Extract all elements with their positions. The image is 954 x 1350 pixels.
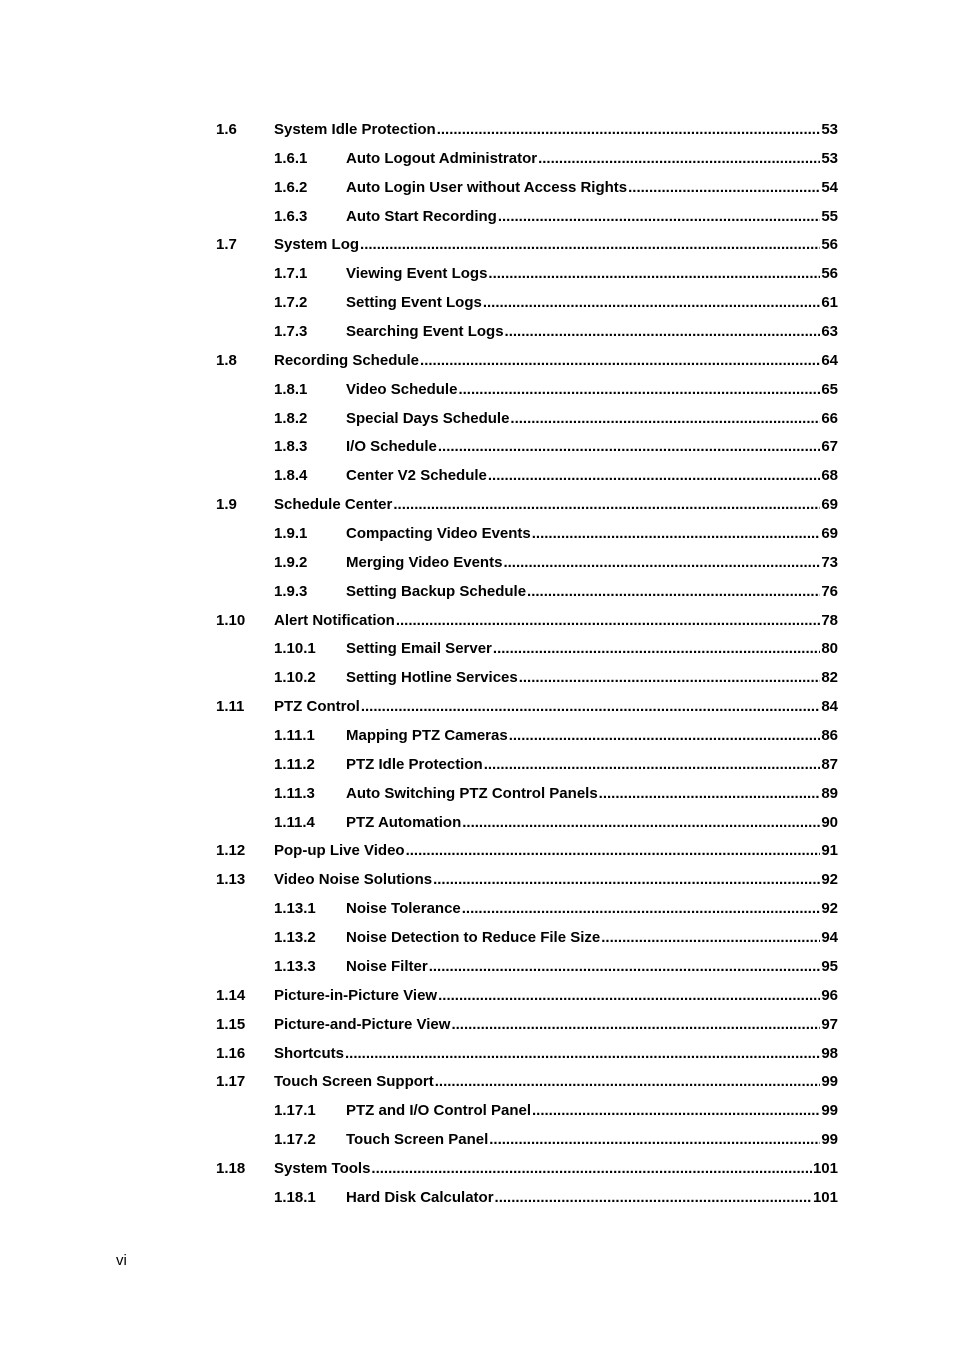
toc-entry[interactable] bbox=[0, 782, 954, 811]
toc-entry[interactable] bbox=[0, 695, 954, 724]
toc-entry[interactable] bbox=[0, 147, 954, 176]
dot-leader bbox=[433, 871, 820, 889]
toc-entry-line[interactable] bbox=[346, 265, 838, 283]
toc-entry-line[interactable] bbox=[346, 785, 838, 803]
dot-leader bbox=[498, 208, 820, 226]
toc-entry-title[interactable]: PTZ Control bbox=[274, 698, 360, 716]
toc-entry-number: 1.11.1 bbox=[274, 727, 315, 745]
toc-entry-number: 1.6.1 bbox=[274, 149, 308, 167]
toc-entry-title[interactable]: Auto Logout Administrator bbox=[346, 149, 538, 167]
toc-entry-title[interactable]: Shortcuts bbox=[274, 1044, 345, 1062]
toc-entry[interactable] bbox=[0, 378, 954, 407]
toc-entry-page[interactable]: 89 bbox=[821, 784, 838, 802]
toc-entry[interactable] bbox=[0, 839, 954, 868]
toc-entry-page[interactable]: 97 bbox=[821, 1015, 838, 1033]
toc-entry-number: 1.6 bbox=[216, 121, 237, 138]
toc-entry[interactable] bbox=[0, 1099, 954, 1128]
toc-entry-line[interactable] bbox=[346, 814, 838, 832]
toc-entry[interactable] bbox=[0, 868, 954, 897]
toc-entry-line[interactable] bbox=[346, 467, 838, 485]
toc-entry-line[interactable] bbox=[346, 438, 838, 456]
toc-entry-page[interactable]: 73 bbox=[821, 553, 838, 571]
toc-entry-page[interactable]: 80 bbox=[821, 640, 838, 658]
dot-leader bbox=[489, 1131, 820, 1149]
toc-entry-page[interactable]: 98 bbox=[821, 1044, 838, 1062]
toc-entry-line[interactable] bbox=[346, 1131, 838, 1149]
toc-entry-number: 1.11.2 bbox=[274, 755, 315, 773]
dot-leader bbox=[462, 900, 821, 918]
dot-leader bbox=[420, 352, 820, 370]
dot-leader bbox=[483, 294, 820, 312]
toc-entry-title[interactable]: Compacting Video Events bbox=[346, 525, 531, 543]
toc-entry[interactable] bbox=[0, 493, 954, 522]
toc-entry-page[interactable]: 69 bbox=[821, 525, 838, 543]
toc-entry-page[interactable]: 92 bbox=[821, 871, 838, 889]
toc-entry-line[interactable] bbox=[346, 929, 838, 947]
toc-entry-line[interactable] bbox=[274, 871, 838, 889]
toc-entry-title[interactable]: System Idle Protection bbox=[274, 121, 436, 138]
dot-leader bbox=[371, 1160, 812, 1178]
toc-entry-number: 1.7 bbox=[216, 236, 237, 254]
toc-entry-number: 1.7.1 bbox=[274, 265, 308, 283]
dot-leader bbox=[406, 842, 821, 860]
toc-entry-line[interactable] bbox=[346, 583, 838, 601]
toc-entry-title[interactable]: Setting Event Logs bbox=[346, 294, 482, 312]
toc-entry[interactable] bbox=[0, 955, 954, 984]
table-of-contents bbox=[0, 118, 954, 1215]
toc-entry-line[interactable] bbox=[346, 727, 838, 745]
toc-entry-line[interactable] bbox=[346, 150, 838, 168]
toc-entry-number: 1.14 bbox=[216, 986, 246, 1004]
toc-entry-number: 1.8 bbox=[216, 351, 237, 369]
toc-entry-page[interactable]: 84 bbox=[821, 698, 838, 716]
dot-leader bbox=[462, 814, 820, 832]
toc-entry-page[interactable]: 56 bbox=[821, 265, 838, 283]
toc-entry-line[interactable] bbox=[346, 323, 838, 341]
toc-entry-page[interactable]: 68 bbox=[821, 467, 838, 485]
toc-entry-page[interactable]: 86 bbox=[821, 727, 838, 745]
toc-entry[interactable] bbox=[0, 1042, 954, 1071]
toc-entry-title[interactable]: Picture-and-Picture View bbox=[274, 1015, 451, 1033]
toc-entry-number: 1.10 bbox=[216, 611, 246, 629]
dot-leader bbox=[484, 756, 821, 774]
dot-leader bbox=[435, 1073, 821, 1091]
toc-entry-page[interactable]: 101 bbox=[812, 1188, 838, 1206]
toc-entry-number: 1.12 bbox=[216, 842, 246, 860]
toc-entry-number: 1.13.1 bbox=[274, 900, 316, 918]
toc-entry-page[interactable]: 92 bbox=[821, 900, 838, 918]
toc-entry-page[interactable]: 76 bbox=[821, 582, 838, 600]
toc-entry-number: 1.6.3 bbox=[274, 207, 308, 225]
dot-leader bbox=[532, 525, 821, 543]
toc-entry-title[interactable]: Video Noise Solutions bbox=[274, 871, 433, 889]
toc-entry-line[interactable] bbox=[346, 525, 838, 543]
dot-leader bbox=[438, 438, 820, 456]
toc-entry[interactable] bbox=[0, 753, 954, 782]
toc-entry-title[interactable]: Merging Video Events bbox=[346, 553, 503, 571]
toc-entry-page[interactable]: 53 bbox=[821, 149, 838, 167]
toc-entry-page[interactable]: 66 bbox=[821, 409, 838, 427]
dot-leader bbox=[493, 640, 820, 658]
toc-entry[interactable] bbox=[0, 464, 954, 493]
toc-entry-page[interactable]: 56 bbox=[821, 236, 838, 254]
toc-entry[interactable] bbox=[0, 349, 954, 378]
dot-leader bbox=[429, 958, 821, 976]
toc-entry[interactable] bbox=[0, 1186, 954, 1215]
toc-entry-title[interactable]: Auto Login User without Access Rights bbox=[346, 178, 628, 196]
toc-entry[interactable] bbox=[0, 897, 954, 926]
toc-entry-title[interactable]: Hard Disk Calculator bbox=[346, 1188, 494, 1206]
toc-entry-page[interactable]: 101 bbox=[812, 1159, 838, 1177]
dot-leader bbox=[599, 785, 821, 803]
toc-entry-title[interactable]: Setting Backup Schedule bbox=[346, 582, 527, 600]
dot-leader bbox=[628, 179, 820, 197]
toc-entry-line[interactable] bbox=[346, 958, 838, 976]
toc-entry-title[interactable]: Mapping PTZ Cameras bbox=[346, 727, 508, 745]
toc-entry-number: 1.8.1 bbox=[274, 380, 308, 398]
toc-entry-line[interactable] bbox=[274, 352, 838, 370]
dot-leader bbox=[438, 987, 820, 1005]
toc-entry-page[interactable]: 54 bbox=[821, 178, 838, 196]
toc-entry-line[interactable] bbox=[346, 1102, 838, 1120]
toc-entry-title[interactable]: Noise Detection to Reduce File Size bbox=[346, 929, 601, 947]
toc-entry-line[interactable] bbox=[346, 179, 838, 197]
toc-entry-number: 1.10.1 bbox=[274, 640, 316, 658]
toc-entry-line[interactable] bbox=[274, 236, 838, 254]
toc-entry-number: 1.17.1 bbox=[274, 1102, 316, 1120]
toc-entry-number: 1.17.2 bbox=[274, 1131, 316, 1149]
toc-entry-page[interactable]: 91 bbox=[821, 842, 838, 860]
toc-entry[interactable] bbox=[0, 609, 954, 638]
toc-entry-page[interactable]: 99 bbox=[821, 1102, 838, 1120]
toc-entry[interactable] bbox=[0, 811, 954, 840]
toc-entry-number: 1.9.3 bbox=[274, 582, 308, 600]
toc-entry-number: 1.7.2 bbox=[274, 294, 308, 312]
toc-entry[interactable] bbox=[0, 118, 954, 147]
toc-entry-page[interactable]: 95 bbox=[821, 957, 838, 975]
toc-entry-title[interactable]: Special Days Schedule bbox=[346, 409, 510, 427]
toc-entry-number: 1.6.2 bbox=[274, 178, 308, 196]
toc-entry[interactable] bbox=[0, 205, 954, 234]
toc-entry-page[interactable]: 82 bbox=[821, 669, 838, 687]
dot-leader bbox=[503, 554, 820, 572]
toc-entry-title[interactable]: System Tools bbox=[274, 1159, 371, 1177]
dot-leader bbox=[437, 121, 821, 139]
toc-entry-page[interactable]: 90 bbox=[821, 813, 838, 831]
toc-entry-number: 1.18.1 bbox=[274, 1188, 316, 1206]
toc-entry-title[interactable]: PTZ Automation bbox=[346, 813, 462, 831]
toc-entry-number: 1.17 bbox=[216, 1073, 246, 1091]
dot-leader bbox=[488, 265, 820, 283]
toc-entry-line[interactable] bbox=[346, 381, 838, 399]
dot-leader bbox=[505, 323, 821, 341]
toc-entry[interactable] bbox=[0, 1128, 954, 1157]
toc-entry-line[interactable] bbox=[274, 1160, 838, 1178]
toc-entry-title[interactable]: Searching Event Logs bbox=[346, 323, 504, 341]
toc-entry-page[interactable]: 61 bbox=[821, 294, 838, 312]
toc-entry-number: 1.11 bbox=[216, 698, 245, 716]
toc-entry-number: 1.16 bbox=[216, 1044, 246, 1062]
toc-entry-line[interactable] bbox=[346, 640, 838, 658]
toc-entry-line[interactable] bbox=[274, 496, 838, 514]
toc-entry-number: 1.13.2 bbox=[274, 929, 316, 947]
toc-entry[interactable] bbox=[0, 291, 954, 320]
toc-entry-title[interactable]: Schedule Center bbox=[274, 496, 393, 514]
dot-leader bbox=[488, 467, 820, 485]
toc-entry[interactable] bbox=[0, 435, 954, 464]
toc-entry-line[interactable] bbox=[274, 1045, 838, 1063]
dot-leader bbox=[458, 381, 820, 399]
dot-leader bbox=[345, 1045, 820, 1063]
toc-entry-number: 1.8.3 bbox=[274, 438, 308, 456]
toc-entry-line[interactable] bbox=[346, 669, 838, 687]
dot-leader bbox=[527, 583, 820, 601]
toc-entry-title[interactable]: System Log bbox=[274, 236, 360, 254]
dot-leader bbox=[495, 1189, 812, 1207]
toc-entry-line[interactable] bbox=[346, 1189, 838, 1207]
toc-entry-title[interactable]: Auto Switching PTZ Control Panels bbox=[346, 784, 598, 802]
toc-entry-title[interactable]: Viewing Event Logs bbox=[346, 265, 488, 283]
toc-entry[interactable] bbox=[0, 580, 954, 609]
toc-entry[interactable] bbox=[0, 176, 954, 205]
dot-leader bbox=[361, 698, 820, 716]
toc-entry-number: 1.18 bbox=[216, 1159, 246, 1177]
toc-entry[interactable] bbox=[0, 666, 954, 695]
toc-entry-title[interactable]: PTZ and I/O Control Panel bbox=[346, 1102, 532, 1120]
toc-entry-title[interactable]: Setting Email Server bbox=[346, 640, 492, 658]
toc-entry-number: 1.10.2 bbox=[274, 669, 316, 687]
toc-entry-number: 1.9.2 bbox=[274, 553, 308, 571]
toc-entry-number: 1.9 bbox=[216, 496, 237, 514]
toc-entry[interactable] bbox=[0, 522, 954, 551]
toc-entry-number: 1.13 bbox=[216, 871, 246, 889]
toc-entry-line[interactable] bbox=[346, 900, 838, 918]
toc-entry-title[interactable]: Video Schedule bbox=[346, 380, 458, 398]
toc-entry-page[interactable]: 55 bbox=[821, 207, 838, 225]
toc-entry-line[interactable] bbox=[346, 294, 838, 312]
dot-leader bbox=[601, 929, 820, 947]
toc-entry[interactable] bbox=[0, 926, 954, 955]
toc-entry[interactable] bbox=[0, 262, 954, 291]
toc-entry[interactable] bbox=[0, 1013, 954, 1042]
toc-entry-page[interactable]: 65 bbox=[821, 380, 838, 398]
toc-entry-line[interactable] bbox=[274, 698, 838, 716]
toc-entry-line[interactable] bbox=[274, 842, 838, 860]
dot-leader bbox=[393, 496, 820, 514]
toc-entry-page[interactable]: 63 bbox=[821, 323, 838, 341]
toc-entry-line[interactable] bbox=[346, 756, 838, 774]
toc-entry-line[interactable] bbox=[274, 1016, 838, 1034]
toc-entry-number: 1.11.3 bbox=[274, 784, 315, 802]
toc-entry-page[interactable]: 69 bbox=[821, 496, 838, 514]
toc-entry-page[interactable]: 99 bbox=[821, 1131, 838, 1149]
toc-entry[interactable] bbox=[0, 637, 954, 666]
toc-entry[interactable] bbox=[0, 233, 954, 262]
toc-entry-line[interactable] bbox=[274, 1073, 838, 1091]
dot-leader bbox=[396, 612, 820, 630]
toc-entry-page[interactable]: 64 bbox=[821, 351, 838, 369]
toc-entry-page[interactable]: 99 bbox=[821, 1073, 838, 1091]
toc-entry-line[interactable] bbox=[346, 410, 838, 428]
dot-leader bbox=[532, 1102, 820, 1120]
toc-entry-number: 1.7.3 bbox=[274, 323, 308, 341]
dot-leader bbox=[360, 236, 820, 254]
toc-entry[interactable] bbox=[0, 407, 954, 436]
toc-entry[interactable] bbox=[0, 984, 954, 1013]
toc-entry-line[interactable] bbox=[274, 612, 838, 630]
dot-leader bbox=[519, 669, 821, 687]
toc-entry-number: 1.8.2 bbox=[274, 409, 308, 427]
dot-leader bbox=[538, 150, 820, 168]
toc-entry-page[interactable]: 87 bbox=[821, 755, 838, 773]
toc-entry-page[interactable]: 78 bbox=[821, 611, 838, 629]
toc-entry-title[interactable]: Auto Start Recording bbox=[346, 207, 497, 225]
toc-entry[interactable] bbox=[0, 724, 954, 753]
toc-entry-line[interactable] bbox=[346, 554, 838, 572]
toc-entry-line[interactable] bbox=[274, 121, 838, 139]
toc-entry-page[interactable]: 53 bbox=[821, 121, 838, 138]
dot-leader bbox=[510, 410, 820, 428]
toc-entry-line[interactable] bbox=[346, 208, 838, 226]
toc-entry-number: 1.9.1 bbox=[274, 525, 308, 543]
toc-entry-title[interactable]: I/O Schedule bbox=[346, 438, 437, 456]
toc-entry-title[interactable]: Recording Schedule bbox=[274, 351, 420, 369]
toc-entry-page[interactable]: 96 bbox=[821, 986, 838, 1004]
toc-entry-title[interactable]: Pop-up Live Video bbox=[274, 842, 405, 860]
toc-entry[interactable] bbox=[0, 551, 954, 580]
toc-entry-number: 1.15 bbox=[216, 1015, 246, 1033]
toc-entry[interactable] bbox=[0, 1157, 954, 1186]
toc-entry-number: 1.8.4 bbox=[274, 467, 308, 485]
toc-entry[interactable] bbox=[0, 320, 954, 349]
toc-entry-title[interactable]: Touch Screen Panel bbox=[346, 1131, 489, 1149]
dot-leader bbox=[509, 727, 821, 745]
toc-entry-title[interactable]: Picture-in-Picture View bbox=[274, 986, 438, 1004]
toc-entry-title[interactable]: PTZ Idle Protection bbox=[346, 755, 483, 773]
toc-entry-page[interactable]: 67 bbox=[821, 438, 838, 456]
toc-entry-title[interactable]: Touch Screen Support bbox=[274, 1073, 434, 1091]
dot-leader bbox=[451, 1016, 820, 1034]
toc-entry-page[interactable]: 94 bbox=[821, 929, 838, 947]
toc-entry-title[interactable]: Alert Notification bbox=[274, 611, 395, 629]
toc-entry-number: 1.13.3 bbox=[274, 957, 316, 975]
toc-entry-line[interactable] bbox=[274, 987, 838, 1005]
toc-entry-title[interactable]: Noise Tolerance bbox=[346, 900, 461, 918]
page-number: vi bbox=[116, 1252, 127, 1269]
toc-entry-number: 1.11.4 bbox=[274, 813, 315, 831]
toc-entry-title[interactable]: Setting Hotline Services bbox=[346, 669, 518, 687]
toc-entry-title[interactable]: Noise Filter bbox=[346, 957, 428, 975]
toc-entry[interactable] bbox=[0, 1070, 954, 1099]
toc-entry-title[interactable]: Center V2 Schedule bbox=[346, 467, 487, 485]
